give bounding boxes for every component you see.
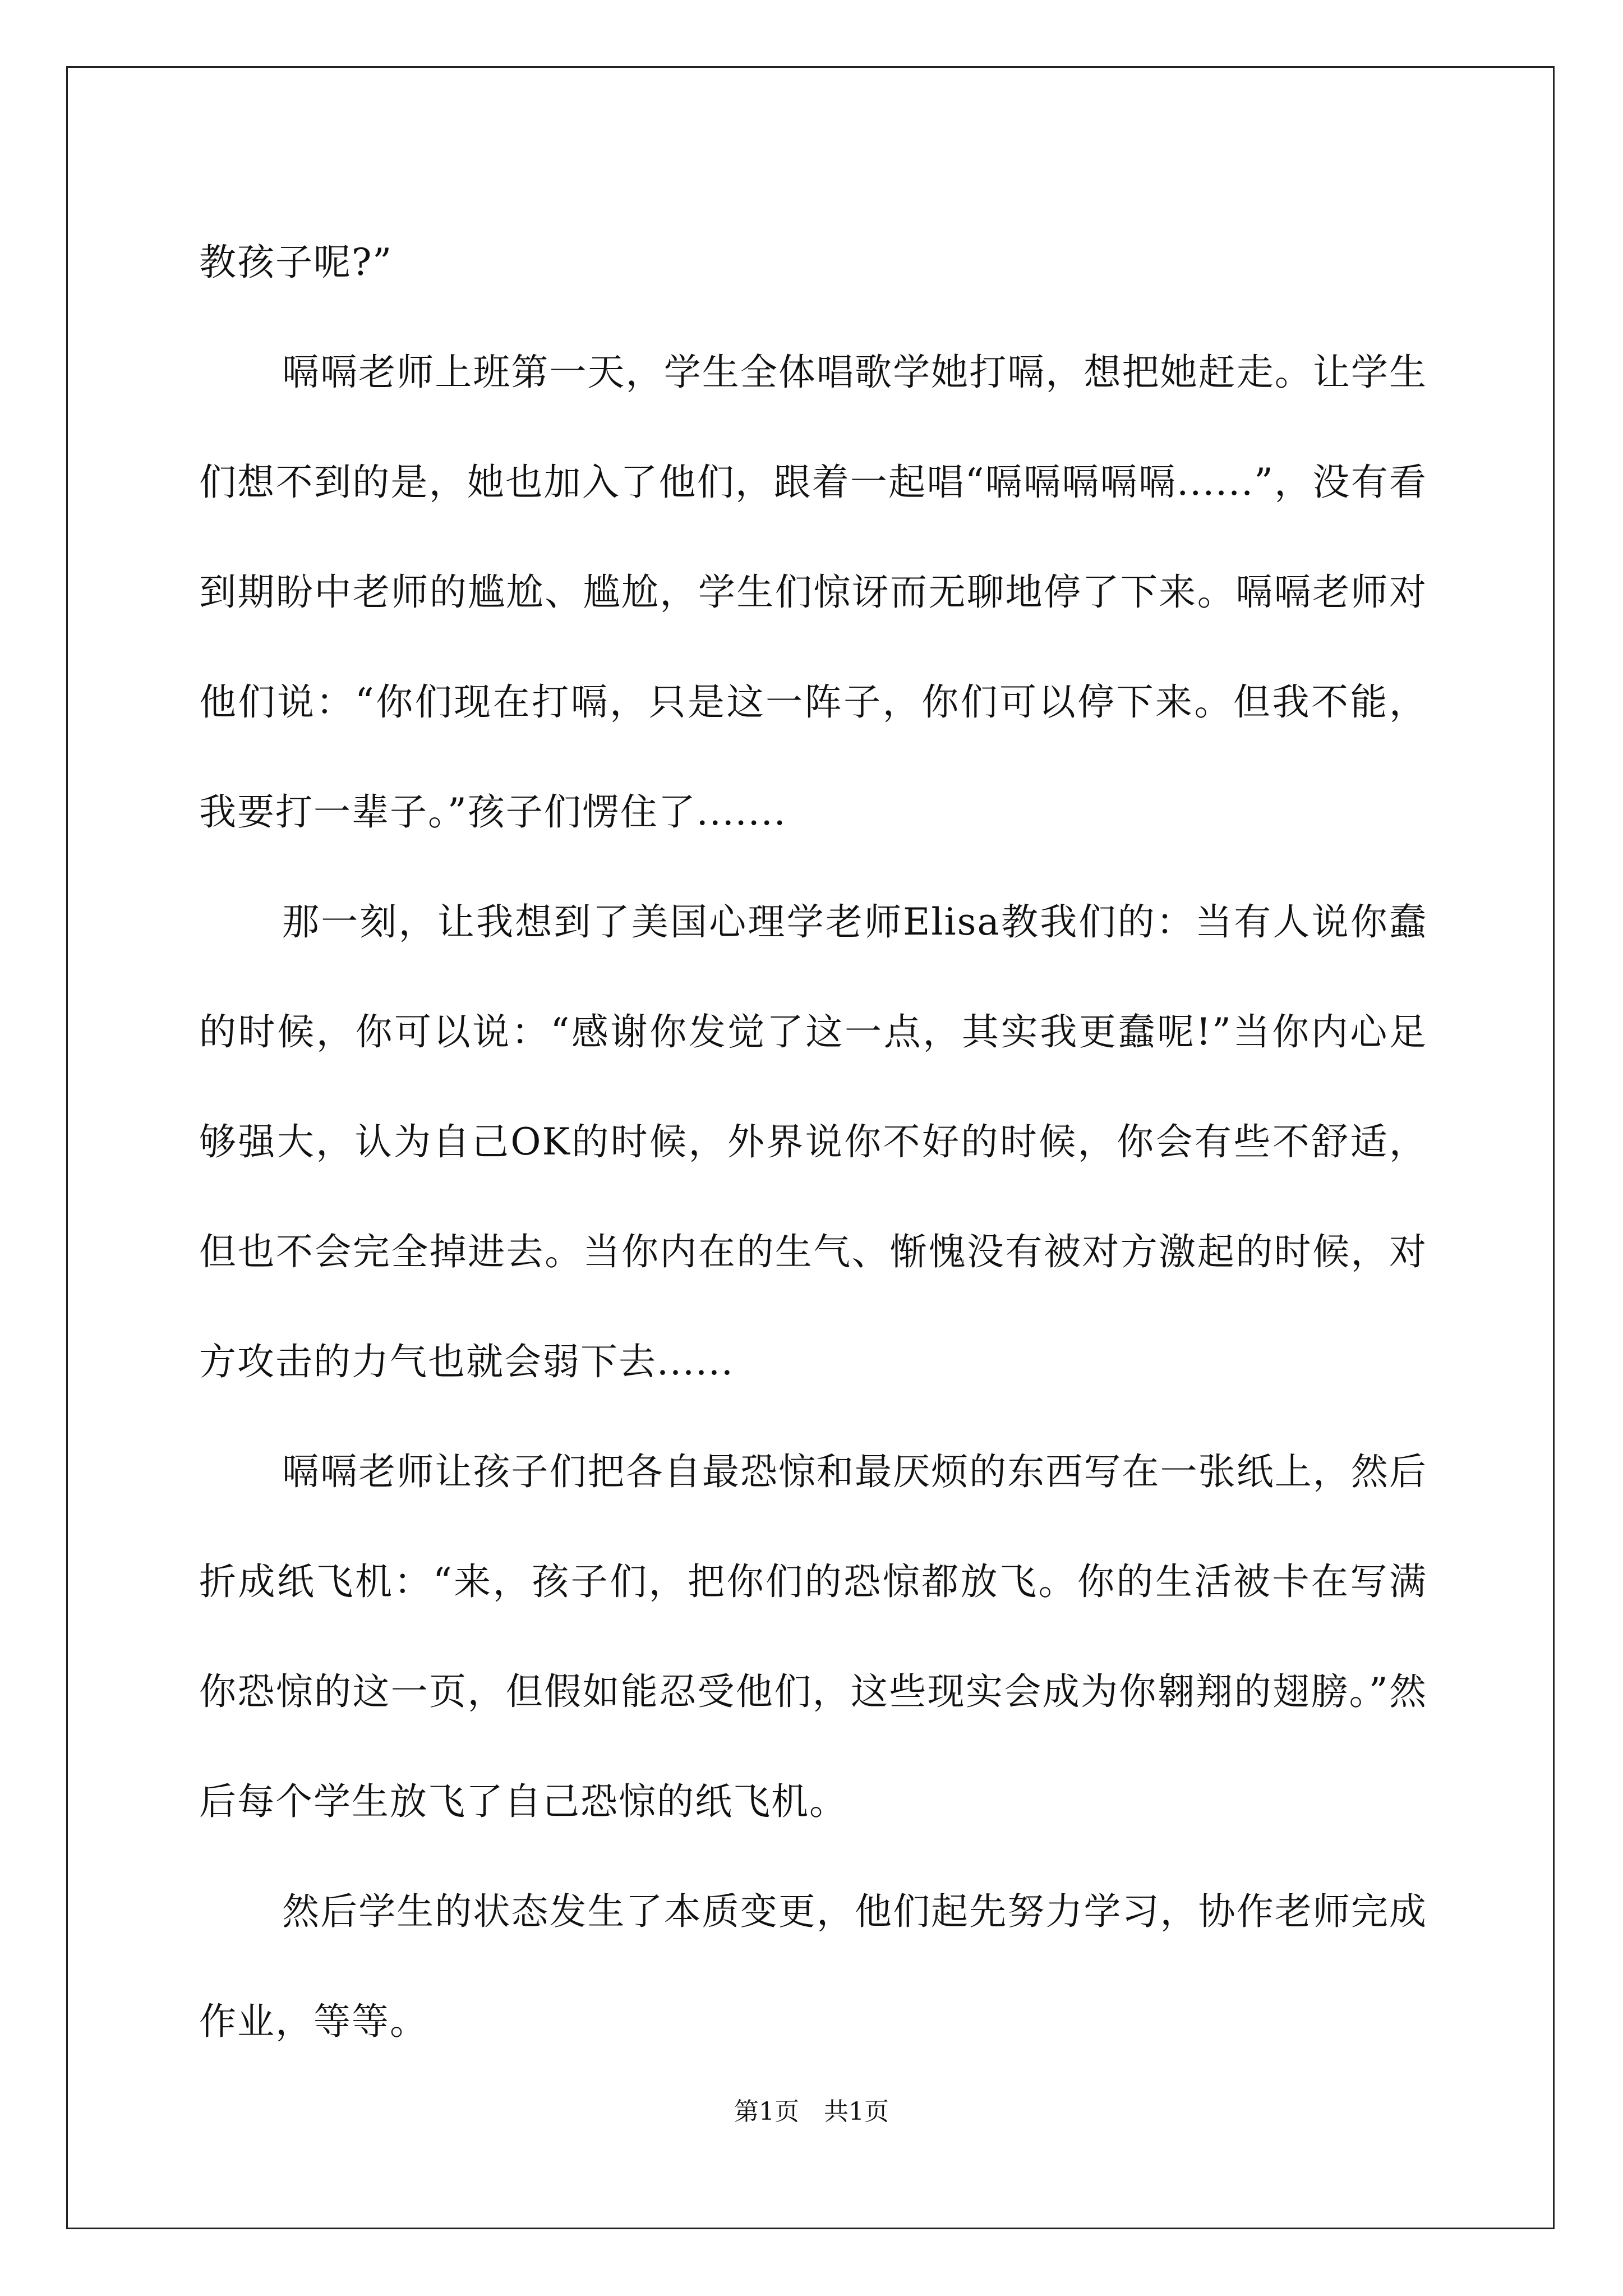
paragraph-elisa-lesson: 那一刻，让我想到了美国心理学老师Elisa教我们的：当有人说你蠢的时候，你可以说：“感谢你发觉了这一点，其实我更蠢呢!”当你内心足够强大，认为自己OK的时候，外界说你不好的时候，你会有些不舒适，但也不会完全掉进去。当你内在的生气、惭愧没有被对方激起的时候，对方攻击的力气也就会弱下去......	[199, 900, 1427, 1383]
paragraph-continuation: 教孩子呢?”	[199, 241, 393, 284]
paragraph-paper-planes: 嗝嗝老师让孩子们把各自最恐惊和最厌烦的东西写在一张纸上，然后折成纸飞机：“来，孩子们，把你们的恐惊都放飞。你的生活被卡在写满你恐惊的这一页，但假如能忍受他们，这些现实会成为你翱翔的翅膀。”然后每个学生放飞了自己恐惊的纸飞机。	[199, 1450, 1427, 1823]
paragraph-hiccup-teacher-first-day: 嗝嗝老师上班第一天，学生全体唱歌学她打嗝，想把她赶走。让学生们想不到的是，她也加入了他们，跟着一起唱“嗝嗝嗝嗝嗝......”，没有看到期盼中老师的尴尬、尴尬，学生们惊讶而无聊地停了下来。嗝嗝老师对他们说：“你们现在打嗝，只是这一阵子，你们可以停下来。但我不能，我要打一辈子。”孩子们愣住了.......	[199, 351, 1427, 834]
document-body	[199, 208, 1427, 2077]
paragraph-student-change: 然后学生的状态发生了本质变更，他们起先努力学习，协作老师完成作业，等等。	[199, 1890, 1427, 2043]
page-number-footer: 第1页 共1页	[734, 2097, 889, 2126]
